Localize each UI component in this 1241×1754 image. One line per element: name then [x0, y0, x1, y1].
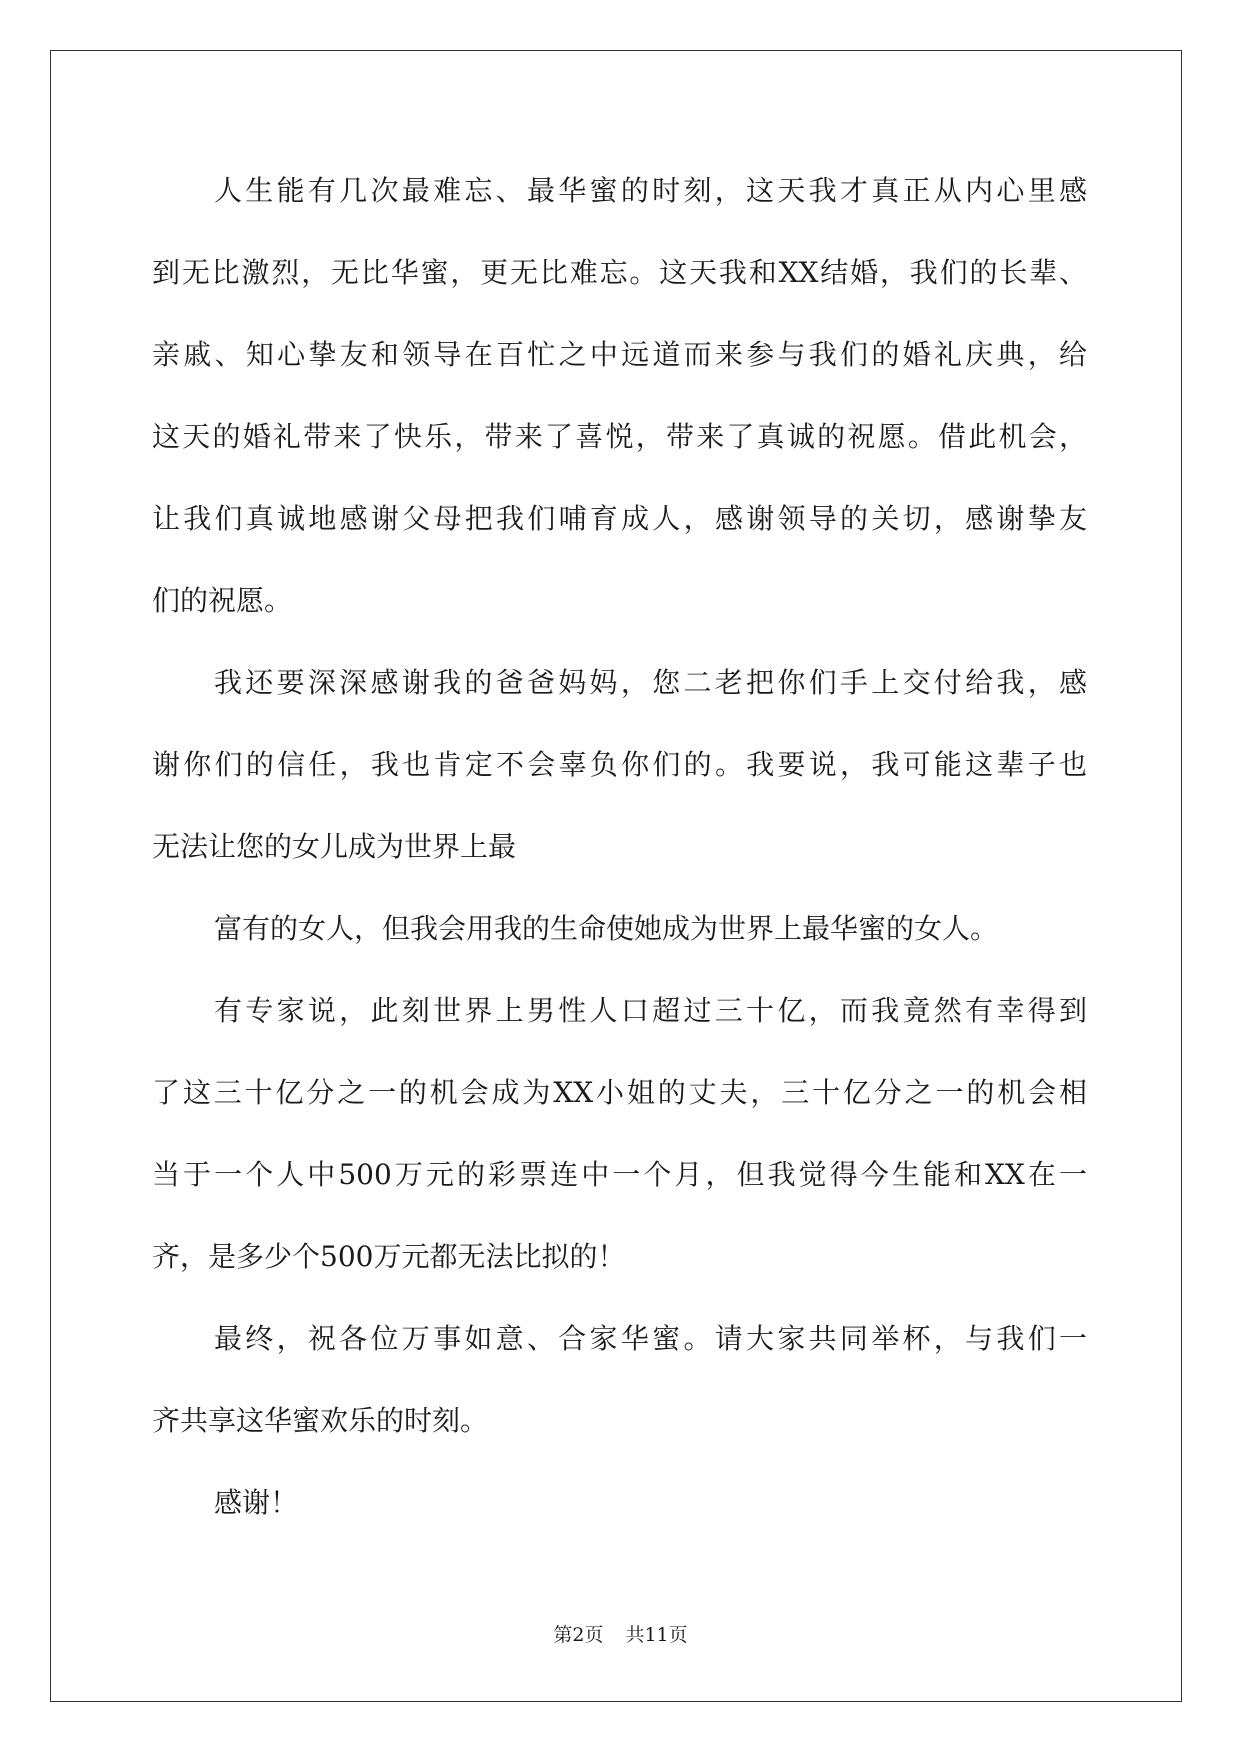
paragraph-1-line-1: 人生能有几次最难忘、最华蜜的时刻，这天我才真正从内心里感 — [214, 174, 1087, 207]
paragraph-2-line-1: 我还要深深感谢我的爸爸妈妈，您二老把你们手上交付给我，感 — [214, 666, 1087, 699]
paragraph-1-line-2: 到无比激烈，无比华蜜，更无比难忘。这天我和XX结婚，我们的长辈、 — [152, 256, 1087, 289]
paragraph-4-line-1: 有专家说，此刻世界上男性人口超过三十亿，而我竟然有幸得到 — [214, 994, 1087, 1027]
paragraph-5-line-2: 齐共享这华蜜欢乐的时刻。 — [152, 1404, 489, 1437]
document-body — [152, 156, 1087, 1550]
paragraph-5-line-1: 最终，祝各位万事如意、合家华蜜。请大家共同举杯，与我们一 — [214, 1322, 1087, 1355]
paragraph-2-line-2: 谢你们的信任，我也肯定不会辜负你们的。我要说，我可能这辈子也 — [152, 748, 1087, 781]
paragraph-1-line-3: 亲戚、知心挚友和领导在百忙之中远道而来参与我们的婚礼庆典，给 — [152, 338, 1087, 371]
paragraph-1-line-5: 让我们真诚地感谢父母把我们哺育成人，感谢领导的关切，感谢挚友 — [152, 502, 1087, 535]
paragraph-1-line-4: 这天的婚礼带来了快乐，带来了喜悦，带来了真诚的祝愿。借此机会， — [152, 420, 1087, 453]
paragraph-4-line-3: 当于一个人中500万元的彩票连中一个月，但我觉得今生能和XX在一 — [152, 1158, 1087, 1191]
paragraph-1-line-6: 们的祝愿。 — [152, 584, 293, 617]
paragraph-4-line-2: 了这三十亿分之一的机会成为XX小姐的丈夫，三十亿分之一的机会相 — [152, 1076, 1087, 1109]
paragraph-4-line-4: 齐，是多少个500万元都无法比拟的！ — [152, 1240, 626, 1273]
page-total: 共11页 — [625, 1624, 688, 1646]
paragraph-3-line-1: 富有的女人，但我会用我的生命使她成为世界上最华蜜的女人。 — [214, 912, 999, 945]
paragraph-2-line-3: 无法让您的女儿成为世界上最 — [152, 830, 517, 863]
page-footer — [0, 1620, 1241, 1647]
page-number: 第2页 — [553, 1624, 604, 1646]
paragraph-6-line-1: 感谢！ — [214, 1486, 299, 1519]
